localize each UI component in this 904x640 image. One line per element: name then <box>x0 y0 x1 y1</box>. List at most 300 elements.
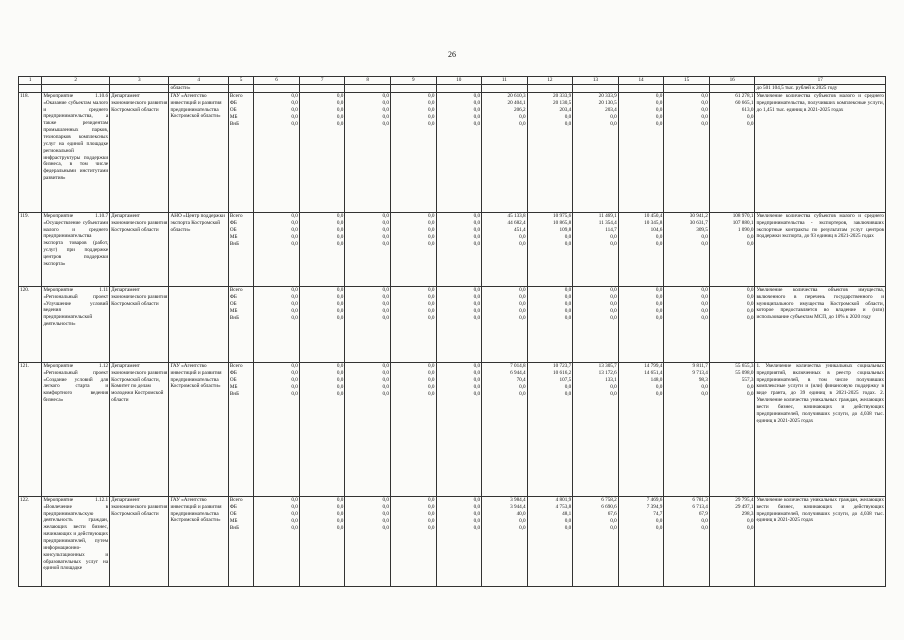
amount-value: 0,0 <box>519 233 526 240</box>
amount-value: 9 713,4 <box>692 369 708 376</box>
amount-cell <box>573 92 619 212</box>
amount-value: 0,0 <box>473 233 481 240</box>
amount-value: 0,0 <box>336 503 344 510</box>
amount-value: 148,0 <box>650 376 663 383</box>
amount-value: 0,0 <box>655 233 663 240</box>
amount-value: 0,0 <box>382 293 389 300</box>
amount-value: 0,0 <box>382 300 389 307</box>
amount-value: 0,0 <box>382 233 389 240</box>
amount-value: 6 690,6 <box>601 503 617 510</box>
amount-value: 6 713,4 <box>692 503 708 510</box>
amount-value: 0,0 <box>610 307 617 314</box>
column-header: 11 <box>482 77 528 85</box>
amount-value: 0,0 <box>610 240 617 247</box>
amount-value: 0,0 <box>336 226 344 233</box>
amount-value: 0,0 <box>473 510 481 517</box>
amount-value: 0,0 <box>382 496 389 503</box>
amount-value: 0,0 <box>564 233 572 240</box>
measure-row <box>19 92 886 212</box>
amount-value: 0,0 <box>519 390 526 397</box>
amount-cell <box>390 92 436 212</box>
amount-value: 0,0 <box>473 300 481 307</box>
amount-value: 0,0 <box>564 383 572 390</box>
amount-value: 0,0 <box>291 300 298 307</box>
amount-value: 203,4 <box>605 106 617 113</box>
amount-value: 0,0 <box>336 307 344 314</box>
amount-value: 10 450,4 <box>644 212 663 219</box>
amount-cell <box>709 362 755 496</box>
amount-value: 44 682,4 <box>507 219 526 226</box>
amount-value: 30 631,7 <box>689 219 708 226</box>
amount-value: 0,0 <box>291 240 298 247</box>
amount-value: 0,0 <box>473 92 481 99</box>
amount-value: 0,0 <box>655 517 663 524</box>
amount-value: 67,6 <box>607 510 617 517</box>
amount-value: 0,0 <box>291 510 298 517</box>
carry-over-row <box>19 85 886 93</box>
amount-cell <box>345 286 391 362</box>
cell <box>299 85 345 93</box>
amount-cell <box>664 92 710 212</box>
responsible-executor: Департамент экономического развития Костромской области <box>110 286 169 362</box>
amount-value: 0,0 <box>564 517 572 524</box>
amount-value: 0,0 <box>655 307 663 314</box>
expected-result: 1. Увеличение количества уникальных социальных предприятий, включенных в реестр социальных предпринимателей, в том числе получивших комплексные услуги и (или) финансовую поддержку в виде гранта, до 39 единиц в 2021-2025 годах. 2. Увеличение количества уникальных граждан, желающих вести бизнес, начинающих и действующих предпринимателей, получивших услуги, до 4,038 тыс. единиц в 2021-2025 годах <box>755 362 886 496</box>
amount-value: 0,0 <box>336 300 344 307</box>
funding-source-label: ВнБ <box>229 120 240 127</box>
amount-value: 0,0 <box>382 383 389 390</box>
amount-cell <box>664 496 710 586</box>
amount-value: 0,0 <box>701 390 708 397</box>
row-number: 120. <box>19 286 42 362</box>
amount-value: 0,0 <box>610 286 617 293</box>
amount-value: 0,0 <box>336 362 344 369</box>
amount-value: 0,0 <box>701 120 708 127</box>
amount-value: 4 753,8 <box>555 503 572 510</box>
amount-value: 0,0 <box>428 390 435 397</box>
row-number: 119. <box>19 212 42 286</box>
amount-value: 0,0 <box>428 219 435 226</box>
amount-cell <box>254 286 300 362</box>
amount-value: 0,0 <box>473 383 481 390</box>
amount-value: 0,0 <box>610 300 617 307</box>
expected-result: Увеличение количества уникальных граждан, желающих вести бизнес, начинающих и действующих предпринимателей, получивших услуги, до 4,038 тыс. единиц в 2021-2025 годах <box>755 496 886 586</box>
amount-cell <box>709 92 755 212</box>
amount-value: 0,0 <box>336 314 344 321</box>
amount-value: 0,0 <box>382 106 389 113</box>
amount-value: 0,0 <box>519 383 526 390</box>
amount-value: 0,0 <box>564 120 572 127</box>
column-header: 6 <box>254 77 300 85</box>
participant: ГАУ «Агентство инвестиций и развития предпринимательства Костромской области» <box>169 496 228 586</box>
amount-value: 0,0 <box>701 524 708 531</box>
amount-value: 451,4 <box>513 226 526 233</box>
amount-value: 0,0 <box>473 524 481 531</box>
amount-value: 0,0 <box>428 293 435 300</box>
funding-source-label: МБ <box>229 233 238 240</box>
amount-value: 0,0 <box>382 92 389 99</box>
amount-value: 0,0 <box>473 99 481 106</box>
responsible-executor: Департамент экономического развития Костромской области <box>110 212 169 286</box>
amount-value: 0,0 <box>382 226 389 233</box>
amount-value: 0,0 <box>746 524 754 531</box>
amount-value: 0,0 <box>473 362 481 369</box>
amount-value: 0,0 <box>336 240 344 247</box>
amount-value: 3 984,4 <box>510 496 526 503</box>
amount-cell <box>299 496 345 586</box>
amount-value: 0,0 <box>291 120 298 127</box>
participant: ГАУ «Агентство инвестиций и развития предпринимательства Костромской области» <box>169 92 228 212</box>
amount-cell <box>482 496 528 586</box>
amount-value: 0,0 <box>746 240 754 247</box>
amount-value: 0,0 <box>428 362 435 369</box>
funding-sources <box>228 92 253 212</box>
column-header: 17 <box>755 77 886 85</box>
carry-participant: области» <box>169 85 228 93</box>
amount-cell <box>527 286 573 362</box>
amount-value: 0,0 <box>746 286 754 293</box>
amount-value: 298,3 <box>741 510 754 517</box>
amount-value: 0,0 <box>473 496 481 503</box>
amount-value: 20 130,5 <box>598 99 617 106</box>
column-header: 14 <box>618 77 664 85</box>
amount-value: 0,0 <box>610 233 617 240</box>
amount-value: 0,0 <box>291 233 298 240</box>
amount-cell <box>664 286 710 362</box>
amount-value: 0,0 <box>336 496 344 503</box>
amount-value: 0,0 <box>291 524 298 531</box>
column-header: 15 <box>664 77 710 85</box>
amount-value: 14 651,4 <box>644 369 663 376</box>
amount-value: 20 130,5 <box>553 99 572 106</box>
amount-value: 0,0 <box>336 120 344 127</box>
amount-cell <box>709 286 755 362</box>
funding-source-label: ОБ <box>229 226 237 233</box>
amount-value: 0,0 <box>473 517 481 524</box>
amount-value: 0,0 <box>655 99 663 106</box>
participant <box>169 286 228 362</box>
amount-value: 0,0 <box>473 503 481 510</box>
cell <box>345 85 391 93</box>
amount-value: 0,0 <box>428 383 435 390</box>
expected-result: Увеличение количества субъектов малого и среднего предпринимательства, получивших комплексные услуги, до 1,451 тыс. единиц в 2021-2025 годах <box>755 92 886 212</box>
amount-value: 0,0 <box>610 524 617 531</box>
amount-value: 0,0 <box>519 113 526 120</box>
amount-cell <box>618 286 664 362</box>
amount-value: 10 345,8 <box>644 219 663 226</box>
amount-value: 0,0 <box>382 362 389 369</box>
funding-source-label: ФБ <box>229 219 237 226</box>
amount-cell <box>527 212 573 286</box>
amount-cell <box>345 496 391 586</box>
amount-value: 0,0 <box>382 307 389 314</box>
amount-value: 0,0 <box>746 517 754 524</box>
amount-value: 0,0 <box>610 383 617 390</box>
amount-cell <box>436 286 482 362</box>
amount-value: 0,0 <box>655 314 663 321</box>
amount-value: 74,7 <box>653 510 663 517</box>
amount-value: 7 469,6 <box>646 496 663 503</box>
amount-value: 0,0 <box>291 383 298 390</box>
amount-value: 0,0 <box>701 240 708 247</box>
amount-cell <box>390 286 436 362</box>
amount-value: 0,0 <box>701 307 708 314</box>
amount-value: 0,0 <box>473 314 481 321</box>
cell <box>390 85 436 93</box>
amount-value: 0,0 <box>701 300 708 307</box>
funding-source-label: ВнБ <box>229 390 240 397</box>
amount-value: 40,0 <box>516 510 526 517</box>
column-header: 5 <box>228 77 253 85</box>
amount-value: 0,0 <box>564 524 572 531</box>
amount-value: 109,8 <box>559 226 572 233</box>
amount-value: 0,0 <box>428 300 435 307</box>
amount-cell <box>573 286 619 362</box>
amount-value: 29 497,1 <box>735 503 754 510</box>
funding-source-label: ОБ <box>229 376 237 383</box>
amount-value: 10 616,2 <box>553 369 572 376</box>
amount-value: 0,0 <box>610 517 617 524</box>
funding-source-label: ВнБ <box>229 314 240 321</box>
cell <box>436 85 482 93</box>
amount-cell <box>299 92 345 212</box>
amount-value: 0,0 <box>291 390 298 397</box>
column-header: 9 <box>390 77 436 85</box>
amount-value: 0,0 <box>701 92 708 99</box>
amount-cell <box>709 212 755 286</box>
amount-value: 0,0 <box>701 517 708 524</box>
amount-value: 0,0 <box>564 113 572 120</box>
amount-value: 0,0 <box>473 293 481 300</box>
funding-source-label: Всего <box>229 92 243 99</box>
cell <box>110 85 169 93</box>
amount-value: 0,0 <box>336 113 344 120</box>
funding-source-label: ВнБ <box>229 524 240 531</box>
amount-cell <box>390 212 436 286</box>
amount-value: 0,0 <box>382 369 389 376</box>
amount-value: 70,4 <box>516 376 526 383</box>
amount-cell <box>254 496 300 586</box>
amount-value: 13 305,7 <box>598 362 617 369</box>
amount-value: 7 394,9 <box>646 503 663 510</box>
amount-value: 60 665,1 <box>735 99 754 106</box>
amount-value: 0,0 <box>655 120 663 127</box>
cell <box>573 85 619 93</box>
measure-row <box>19 362 886 496</box>
amount-value: 0,0 <box>336 293 344 300</box>
amount-value: 0,0 <box>746 120 754 127</box>
responsible-executor: Департамент экономического развития Костромской области <box>110 92 169 212</box>
amount-cell <box>436 362 482 496</box>
amount-cell <box>618 92 664 212</box>
funding-source-label: Всего <box>229 362 243 369</box>
funding-source-label: Всего <box>229 286 243 293</box>
amount-value: 0,0 <box>382 314 389 321</box>
column-header: 10 <box>436 77 482 85</box>
amount-value: 0,0 <box>519 240 526 247</box>
amount-value: 0,0 <box>473 390 481 397</box>
amount-cell <box>664 362 710 496</box>
cell <box>664 85 710 93</box>
amount-value: 0,0 <box>701 293 708 300</box>
column-header: 8 <box>345 77 391 85</box>
amount-cell <box>482 362 528 496</box>
amount-value: 10 865,8 <box>553 219 572 226</box>
amount-value: 0,0 <box>473 240 481 247</box>
column-header: 16 <box>709 77 755 85</box>
amount-value: 0,0 <box>336 390 344 397</box>
amount-value: 1 090,0 <box>737 226 754 233</box>
row-number: 118. <box>19 92 42 212</box>
amount-value: 0,0 <box>746 307 754 314</box>
amount-value: 0,0 <box>428 106 435 113</box>
amount-cell <box>254 362 300 496</box>
carry-result: до 501 104,5 тыс. рублей к 2025 году <box>755 85 886 93</box>
measure-row <box>19 496 886 586</box>
amount-value: 0,0 <box>336 233 344 240</box>
column-header: 12 <box>527 77 573 85</box>
amount-value: 9 811,7 <box>692 362 708 369</box>
amount-value: 0,0 <box>428 376 435 383</box>
funding-source-label: Всего <box>229 496 243 503</box>
amount-cell <box>527 496 573 586</box>
amount-value: 0,0 <box>746 293 754 300</box>
amount-value: 0,0 <box>610 314 617 321</box>
amount-value: 20 610,3 <box>507 92 526 99</box>
cell <box>618 85 664 93</box>
amount-value: 0,0 <box>746 383 754 390</box>
funding-source-label: МБ <box>229 307 238 314</box>
funding-source-label: Всего <box>229 212 243 219</box>
amount-value: 0,0 <box>746 113 754 120</box>
amount-value: 0,0 <box>655 293 663 300</box>
amount-value: 67,9 <box>698 510 708 517</box>
amount-value: 0,0 <box>428 113 435 120</box>
amount-cell <box>436 212 482 286</box>
amount-value: 0,0 <box>336 517 344 524</box>
amount-value: 0,0 <box>701 106 708 113</box>
amount-value: 0,0 <box>473 219 481 226</box>
amount-value: 557,3 <box>741 376 754 383</box>
amount-cell <box>436 92 482 212</box>
amount-value: 0,0 <box>519 120 526 127</box>
cell <box>228 85 253 93</box>
amount-value: 0,0 <box>519 314 526 321</box>
amount-value: 0,0 <box>473 286 481 293</box>
amount-value: 0,0 <box>655 106 663 113</box>
amount-value: 0,0 <box>291 113 298 120</box>
amount-value: 0,0 <box>382 120 389 127</box>
amount-cell <box>254 92 300 212</box>
amount-value: 0,0 <box>701 383 708 390</box>
amount-value: 0,0 <box>428 524 435 531</box>
amount-value: 309,5 <box>696 226 708 233</box>
amount-value: 0,0 <box>746 390 754 397</box>
amount-value: 0,0 <box>519 517 526 524</box>
amount-value: 0,0 <box>428 92 435 99</box>
row-number: 121. <box>19 362 42 496</box>
funding-sources <box>228 362 253 496</box>
amount-value: 0,0 <box>382 286 389 293</box>
amount-value: 45 133,8 <box>507 212 526 219</box>
funding-source-label: ФБ <box>229 369 237 376</box>
expected-result: Увеличение количества субъектов малого и среднего предпринимательства - экспортеров, заключивших экспортные контракты по результатам услуг центров поддержки экспорта, до 93 единиц в 2021-2025 годах <box>755 212 886 286</box>
amount-value: 0,0 <box>382 212 389 219</box>
amount-value: 0,0 <box>336 286 344 293</box>
amount-cell <box>573 212 619 286</box>
amount-value: 0,0 <box>291 226 298 233</box>
amount-cell <box>527 362 573 496</box>
amount-value: 0,0 <box>382 99 389 106</box>
amount-cell <box>664 212 710 286</box>
amount-value: 0,0 <box>655 286 663 293</box>
measure-row <box>19 286 886 362</box>
amount-value: 0,0 <box>655 113 663 120</box>
expected-result: Увеличение количества объектов имущества, включенного в перечень государственного и муниципального имущества Костромской области, которое предоставляется во владение и (или) использование субъектам МСП, до 10% к 2020 году <box>755 286 886 362</box>
amount-value: 0,0 <box>382 510 389 517</box>
amount-value: 203,4 <box>559 106 572 113</box>
amount-value: 6 781,3 <box>692 496 708 503</box>
amount-cell <box>299 362 345 496</box>
funding-source-label: ФБ <box>229 293 237 300</box>
amount-value: 0,0 <box>291 369 298 376</box>
amount-value: 0,0 <box>336 212 344 219</box>
amount-value: 0,0 <box>291 517 298 524</box>
amount-value: 0,0 <box>428 307 435 314</box>
amount-value: 0,0 <box>428 286 435 293</box>
amount-value: 0,0 <box>428 517 435 524</box>
amount-value: 0,0 <box>291 106 298 113</box>
amount-value: 0,0 <box>519 293 526 300</box>
amount-value: 6 944,4 <box>510 369 526 376</box>
amount-value: 0,0 <box>336 99 344 106</box>
amount-value: 0,0 <box>701 314 708 321</box>
amount-value: 0,0 <box>382 503 389 510</box>
amount-value: 48,1 <box>562 510 572 517</box>
amount-value: 0,0 <box>610 120 617 127</box>
amount-cell <box>299 286 345 362</box>
amount-value: 0,0 <box>336 376 344 383</box>
amount-value: 133,1 <box>605 376 617 383</box>
column-header: 13 <box>573 77 619 85</box>
amount-value: 0,0 <box>746 300 754 307</box>
funding-source-label: ОБ <box>229 510 237 517</box>
amount-value: 0,0 <box>655 92 663 99</box>
amount-value: 0,0 <box>564 307 572 314</box>
amount-value: 206,2 <box>513 106 526 113</box>
funding-source-label: ОБ <box>229 106 237 113</box>
amount-value: 30 941,2 <box>689 212 708 219</box>
amount-cell <box>482 286 528 362</box>
amount-value: 13 172,6 <box>598 369 617 376</box>
amount-value: 0,0 <box>291 503 298 510</box>
measure-name: Мероприятие 1.10.6 «Оказание субъектам малого и среднего предпринимательства, а также резидентам промышленных парков, технопарков комплексных услуг на единой площадке региональной инфраструктуры поддержки бизнеса, в том числе федеральными институтами развития» <box>42 92 110 212</box>
amount-cell <box>482 92 528 212</box>
amount-value: 0,0 <box>655 300 663 307</box>
funding-source-label: ВнБ <box>229 240 240 247</box>
amount-cell <box>618 362 664 496</box>
funding-sources <box>228 286 253 362</box>
amount-cell <box>299 212 345 286</box>
amount-value: 613,0 <box>741 106 754 113</box>
amount-value: 0,0 <box>336 383 344 390</box>
amount-value: 0,0 <box>291 376 298 383</box>
amount-value: 0,0 <box>336 369 344 376</box>
amount-value: 0,0 <box>473 120 481 127</box>
amount-value: 107,5 <box>559 376 572 383</box>
amount-value: 0,0 <box>428 496 435 503</box>
program-measures-table <box>18 76 886 587</box>
